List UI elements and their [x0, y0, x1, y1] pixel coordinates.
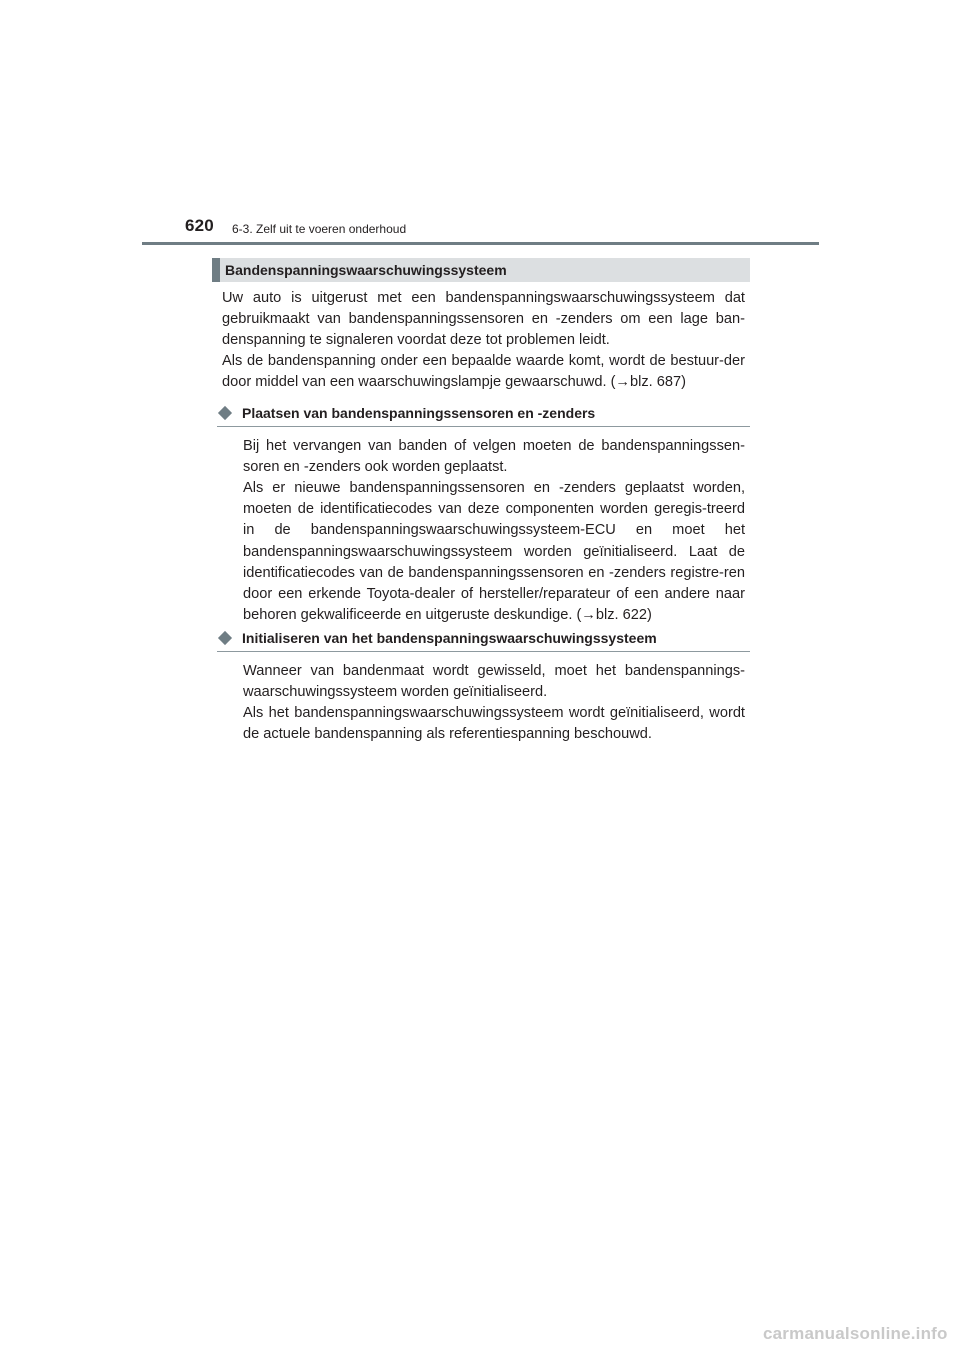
intro-paragraph: Uw auto is uitgerust met een bandenspanningswaarschuwingssysteem dat gebruikmaakt van bandenspanningssensoren en -zenders om een lage ban-denspanning te signaleren voordat deze tot problemen leidt. [222, 290, 745, 349]
intro-paragraph: Als de bandenspanning onder een bepaalde waarde komt, wordt de bestuur-der door middel van een waarschuwingslampje gewaarschuwd. (→blz. 687) [222, 353, 745, 391]
body-paragraph: Bij het vervangen van banden of velgen moeten de bandenspanningssen-soren en -zenders ook worden geplaatst. [243, 438, 745, 476]
section-marker [212, 258, 220, 282]
header-rule [142, 242, 819, 245]
watermark: carmanualsonline.info [763, 1324, 948, 1343]
body-paragraph: Als het bandenspanningswaarschuwingssysteem wordt geïnitialiseerd, wordt de actuele bandenspanning als referentiespanning beschouwd. [243, 705, 745, 743]
subsection-title: Plaatsen van bandenspanningssensoren en -zenders [242, 405, 596, 421]
section-title: Bandenspanningswaarschuwingssysteem [225, 262, 507, 278]
diamond-bullet-icon [218, 406, 232, 420]
chapter-title: 6-3. Zelf uit te voeren onderhoud [232, 222, 407, 236]
subsection-title: Initialiseren van het bandenspanningswaarschuwingssysteem [242, 630, 657, 646]
section-heading-bar [212, 258, 750, 282]
subsection-heading [217, 629, 750, 652]
body-paragraph: Wanneer van bandenmaat wordt gewisseld, moet het bandenspannings-waarschuwingssysteem worden geïnitialiseerd. [243, 663, 745, 701]
diamond-bullet-icon [218, 631, 232, 645]
subsection-heading [217, 404, 750, 427]
page-number: 620 [185, 216, 214, 235]
body-paragraph: Als er nieuwe bandenspanningssensoren en -zenders geplaatst worden, moeten de identificatiecodes van deze componenten worden geregis-treerd in de bandenspanningswaarschuwingssysteem-ECU en moet het bandenspanningswaarschuwingssysteem worden geïnitialiseerd. Laat de identificatiecodes van de bandenspanningssensoren en -zenders registre-ren door een erkende Toyota-dealer of hersteller/reparateur of een andere naar behoren gekwalificeerde en uitgeruste deskundige. (→blz. 622) [243, 480, 745, 624]
